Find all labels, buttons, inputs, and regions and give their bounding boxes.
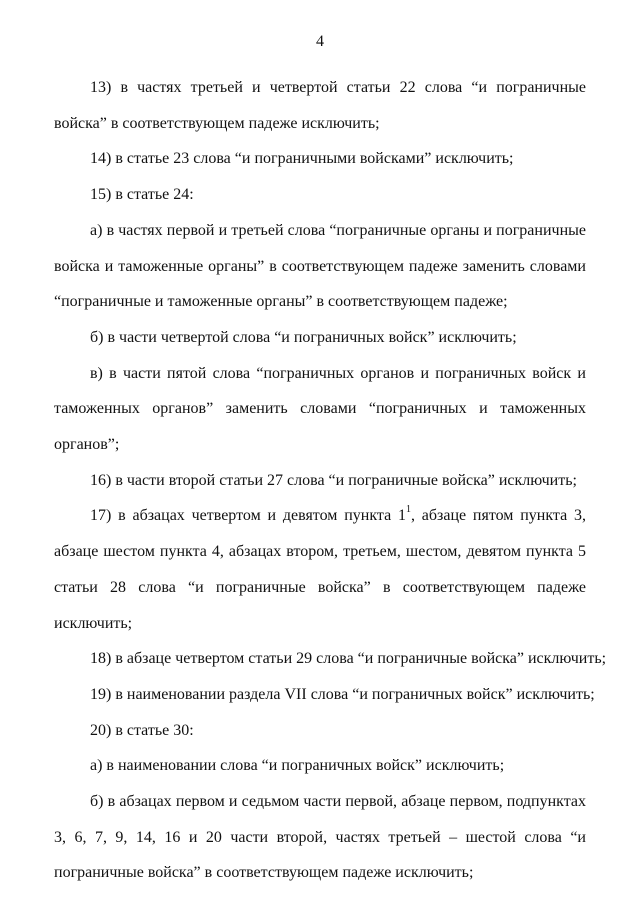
paragraph-20: [54, 713, 586, 749]
text-line: , абзаце пятом пункта 3, абзаце: [54, 507, 587, 561]
text-line: “и пограничные войска” в соответствующем падеже исключить;: [54, 828, 586, 882]
paragraph-14: [54, 141, 586, 177]
text-line: 14) в статье 23 слова “и пограничными войсками” исключить;: [90, 150, 514, 168]
text-line: в соответствующем падеже исключить;: [110, 114, 380, 132]
paragraph-17: [54, 498, 586, 641]
text-line: таможенных органов” заменить словами “пограничных и таможенных органов”;: [54, 400, 586, 454]
text-line: слова “и пограничные войска” в соответствующем падеже исключить;: [54, 578, 587, 632]
paragraph-18: [54, 641, 607, 677]
document-body: [54, 70, 607, 891]
paragraph-13: [54, 70, 586, 141]
text-line: шестом пункта 4, абзацах втором, третьем, шестом, девятом пункта 5 статьи 28: [54, 543, 587, 596]
paragraph-15b: [54, 320, 586, 356]
paragraph-19: [54, 677, 595, 713]
text-line: 20) в статье 30:: [90, 721, 194, 739]
paragraph-16: [54, 463, 586, 499]
paragraph-15: [54, 177, 586, 213]
page-number: 4: [316, 33, 324, 50]
text-line: 19) в наименовании раздела VII слова “и пограничных войск” исключить;: [90, 685, 595, 703]
text-line: а) в частях первой и третьей слова “пограничные органы и пограничные: [90, 221, 586, 239]
text-line: 17) в абзацах четвертом и девятом пункта 1: [90, 507, 406, 525]
text-line: “пограничные и таможенные органы” в соответствующем падеже;: [54, 293, 508, 311]
text-line: 3, 6, 7, 9, 14, 16 и 20 части второй, частях третьей – шестой слова: [54, 828, 562, 846]
text-line: 18) в абзаце четвертом статьи 29 слова “и пограничные войска” исключить;: [90, 650, 607, 668]
paragraph-15v: [54, 356, 586, 463]
paragraph-20a: [54, 748, 586, 784]
text-line: а) в наименовании слова “и пограничных войск” исключить;: [90, 757, 505, 775]
text-line: 15) в статье 24:: [90, 186, 194, 204]
text-line: в) в части пятой слова “пограничных органов и пограничных войск и: [90, 364, 586, 382]
superscript: 1: [405, 504, 411, 516]
text-line: войска и таможенные органы” в соответствующем падеже заменить словами: [54, 257, 586, 275]
paragraph-15a: [54, 213, 586, 320]
text-line: 16) в части второй статьи 27 слова “и пограничные войска” исключить;: [90, 471, 577, 489]
text-line: б) в абзацах первом и седьмом части первой, абзаце первом, подпунктах: [90, 793, 586, 811]
paragraph-20b: [54, 784, 586, 891]
text-line: 13) в частях третьей и четвертой статьи 22 слова “и пограничные войска”: [54, 79, 586, 132]
text-line: б) в части четвертой слова “и пограничных войск” исключить;: [90, 328, 517, 346]
